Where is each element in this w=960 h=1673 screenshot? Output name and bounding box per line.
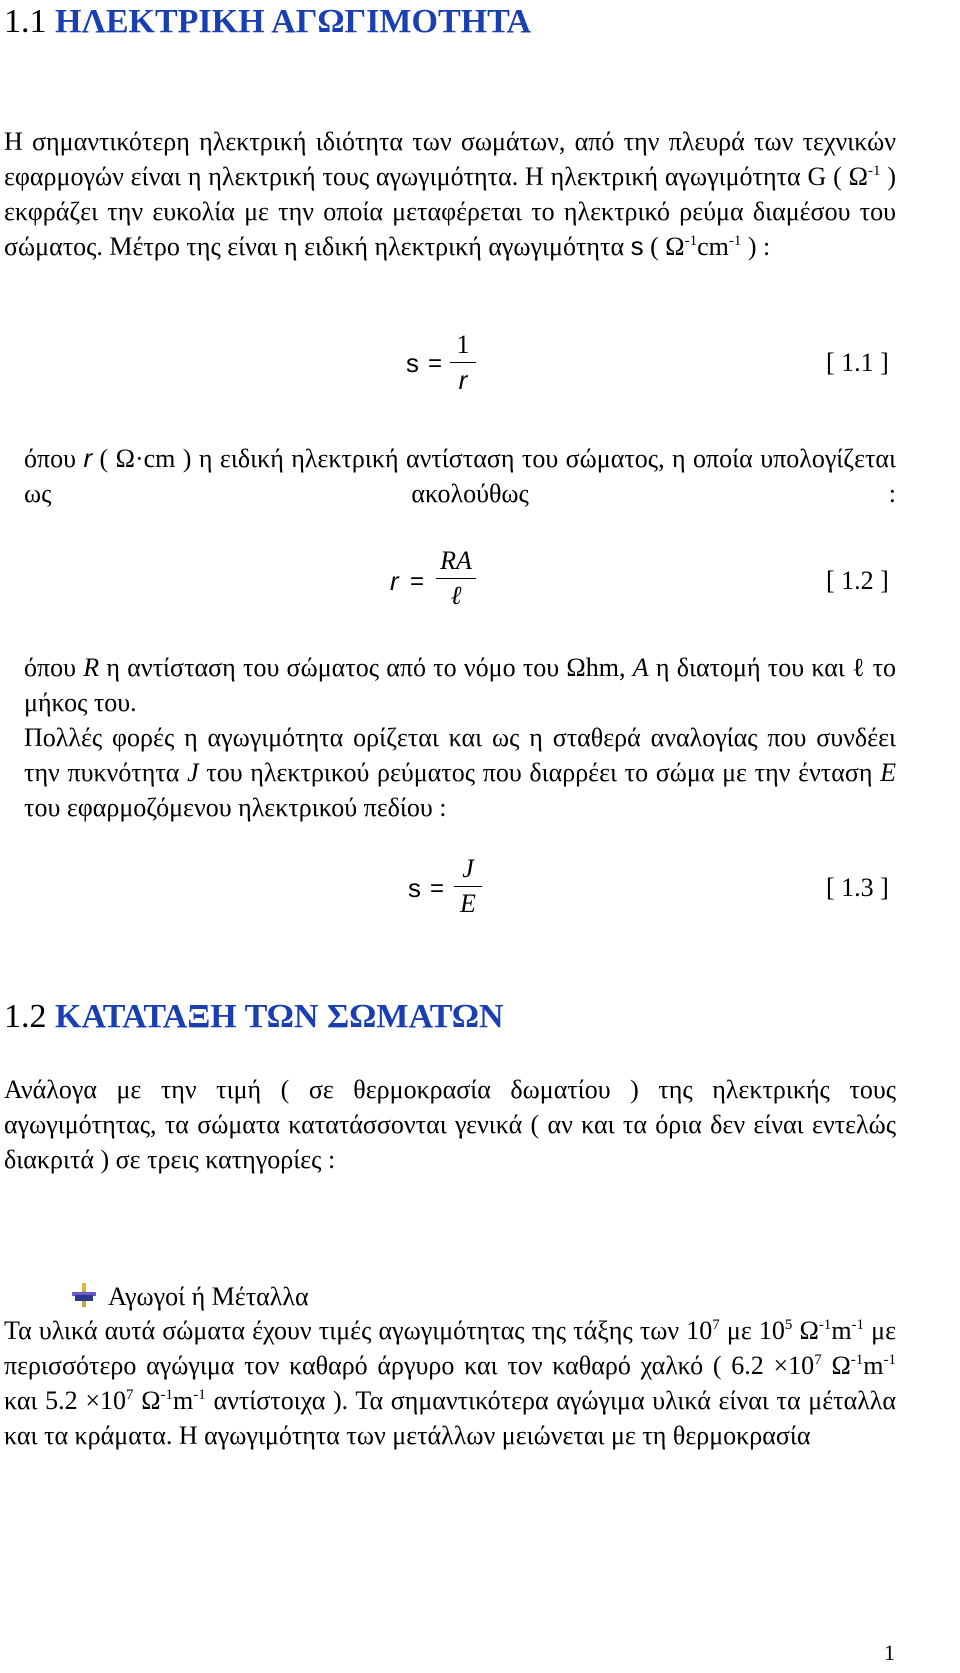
eq3-lhs: s: [408, 873, 421, 903]
section-1-heading: [4, 2, 531, 42]
alternative-definition: Πολλές φορές η αγωγιμότητα ορίζεται και ως η σταθερά αναλογίας που συνδέει την πυκνότητα J του ηλεκτρικού ρεύματος που διαρρέει το σώμα με την ένταση E του εφαρμοζόμενου ηλεκτρικού πεδίου :: [24, 723, 896, 822]
rho-definition: όπου r ( Ω·cm ) η ειδική ηλεκτρική αντίσταση του σώματος, η οποία υπολογίζεται ως ακολούθως :: [24, 443, 897, 508]
section-2-number: 1.2: [4, 998, 47, 1035]
eq2-op: =: [410, 568, 425, 595]
eq1-lhs: s: [406, 348, 419, 378]
bullet-conductors: [72, 1280, 309, 1312]
eq1-op: =: [428, 350, 443, 377]
sigma-symbol: s: [630, 231, 644, 261]
section-2-title: ΚΑΤΑΤΑΞΗ ΤΩΝ ΣΩΜΑΤΩΝ: [55, 998, 504, 1035]
eq2-label: [ 1.2 ]: [826, 566, 889, 595]
where-definition: όπου R η αντίσταση του σώματος από το νόμο του Ωhm, A η διατομή του και ℓ το μήκος του.: [24, 653, 897, 717]
section-2-heading: [4, 997, 504, 1037]
eq3-fraction: J E: [454, 854, 482, 919]
metals-paragraph: Τα υλικά αυτά σώματα έχουν τιμές αγωγιμότητας της τάξης των $10^7$ με $10^5$ $\Omega^{-1}m^{-1}$ με περισσότερο αγώγιμα τον καθαρό άργυρο και τον καθαρό χαλκό ( $6.2 \times 10^7$ $\Omega^{-1}m^{-1}$ και $5.2 \times 10^7$ $\Omega^{-1}m^{-1}$ αντίστοιχα ). Τα σημαντικότερα αγώγιμα υλικά είναι τα μέταλλα και τα κράματα. Η αγωγιμότητα των μετάλλων μειώνεται με τη θερμοκρασία: [4, 1316, 897, 1450]
classification-intro: Ανάλογα με την τιμή ( σε θερμοκρασία δωματίου ) της ηλεκτρικής τους αγωγιμότητας, τα σώματα κατατάσσονται γενικά ( αν και τα όρια δεν είναι εντελώς διακριτά ) σε τρεις κατηγορίες :: [4, 1075, 896, 1174]
eq3-label: [ 1.3 ]: [826, 873, 889, 902]
eq1-fraction: 1 r: [450, 330, 476, 395]
eq2-fraction: RA ℓ: [436, 546, 476, 611]
eq3-op: =: [430, 875, 445, 902]
section-1-title: ΗΛΕΚΤΡΙΚΗ ΑΓΩΓΙΜΟΤΗΤΑ: [55, 3, 531, 40]
section-1-number: 1.1: [4, 3, 47, 40]
intro-paragraph: Η σημαντικότερη ηλεκτρική ιδιότητα των σωμάτων, από την πλευρά των τεχνικών εφαρμογών είναι η ηλεκτρική τους αγωγιμότητα. Η ηλεκτρική αγωγιμότητα G ( $\Omega^{-1}$ ) εκφράζει την ευκολία με την οποία μεταφέρεται το ηλεκτρικό ρεύμα διαμέσου του σώματος. Μέτρο της είναι η ειδική ηλεκτρική αγωγιμότητα s ( $\Omega^{-1}cm^{-1}$ ) :: [4, 127, 897, 261]
bullet-label: Αγωγοί ή Μέταλλα: [108, 1281, 309, 1311]
eq1-label: [ 1.1 ]: [826, 348, 889, 377]
eq2-lhs: r: [390, 566, 399, 596]
bullet-cross-icon: [72, 1283, 98, 1309]
page-number: 1: [884, 1640, 895, 1665]
